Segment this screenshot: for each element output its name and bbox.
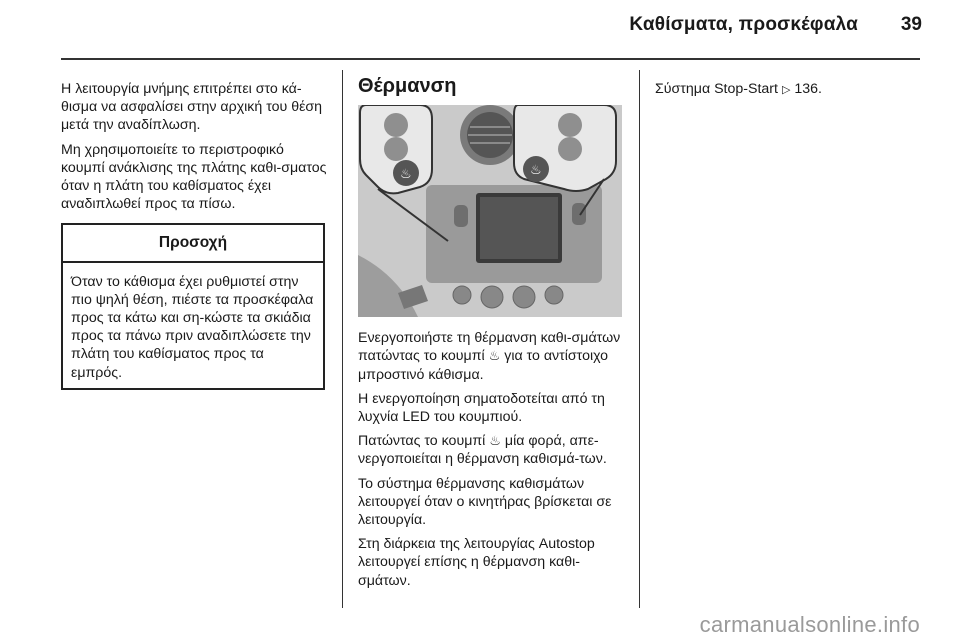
paragraph-autostop: Στη διάρκεια της λειτουργίας Autostop λειτουργεί επίσης η θέρμανση καθι-σμάτων.	[358, 536, 595, 589]
paragraph-deactivate	[358, 432, 626, 468]
column-left	[61, 80, 329, 390]
paragraph-memory: Η λειτουργία μνήμης επιτρέπει στο κά-θισμα να ασφαλίσει στην αρχική του θέση μετά την αναδίπλωση.	[61, 81, 323, 134]
reference-page: 136.	[794, 81, 822, 97]
deactivate-text-start: Πατώντας το κουμπί	[358, 433, 486, 450]
column-divider-2	[639, 70, 640, 608]
paragraph-led: Η ενεργοποίηση σηματοδοτείται από τη λυχνία LED του κουμπιού.	[358, 390, 605, 426]
page-number: 39	[900, 14, 922, 35]
activate-text-start: Ενεργοποιήστε τη θέρμανση καθι-σμάτων πατώντας το κουμπί	[358, 330, 621, 365]
stop-start-reference[interactable]	[655, 80, 923, 99]
reference-arrow-icon: ▷	[781, 84, 791, 96]
paragraph-engine: Το σύστημα θέρμανσης καθισμάτων λειτουργεί όταν ο κινητήρας βρίσκεται σε λειτουργία.	[358, 475, 612, 529]
page-header-title: Καθίσματα, προσκέφαλα	[629, 14, 858, 35]
caution-text: Όταν το κάθισμα έχει ρυθμιστεί στην πιο ψηλή θέση, πιέστε τα προσκέφαλα προς τα κάτω και ση-κώστε τα σκιάδια προς τα πάνω πριν αναδιπλώσετε την πλάτη του καθίσματος προς τα εμπρός.	[71, 273, 314, 381]
dashboard-drawing	[358, 105, 622, 317]
header-divider	[61, 58, 920, 60]
paragraph-activate	[358, 329, 626, 384]
caution-box	[61, 223, 325, 389]
svg-text:♨: ♨	[400, 167, 412, 183]
svg-text:♨: ♨	[530, 163, 542, 179]
dashboard-illustration	[358, 105, 622, 317]
paragraph-recline-knob: Μη χρησιμοποιείτε το περιστροφικό κουμπί ανάκλισης της πλάτης καθι-σματος όταν η πλάτη του καθίσματος έχει αναδιπλωθεί προς τα πίσω.	[61, 141, 327, 213]
section-title-heating: Θέρμανση	[358, 75, 457, 97]
column-middle	[358, 75, 626, 596]
reference-text: Σύστημα Stop-Start	[655, 81, 778, 97]
activate-text-end: για το αντίστοιχο μπροστινό κάθισμα.	[358, 348, 609, 383]
seat-heating-icon-2: ♨	[489, 433, 501, 449]
seat-heating-icon: ♨	[488, 348, 501, 364]
caution-title: Προσοχή	[63, 225, 323, 262]
column-right	[655, 80, 923, 105]
watermark: carmanualsonline.info	[699, 612, 920, 637]
column-divider-1	[342, 70, 343, 608]
deactivate-text-end: μία φορά, απε-νεργοποιείται η θέρμανση καθισμά-των.	[358, 433, 607, 468]
